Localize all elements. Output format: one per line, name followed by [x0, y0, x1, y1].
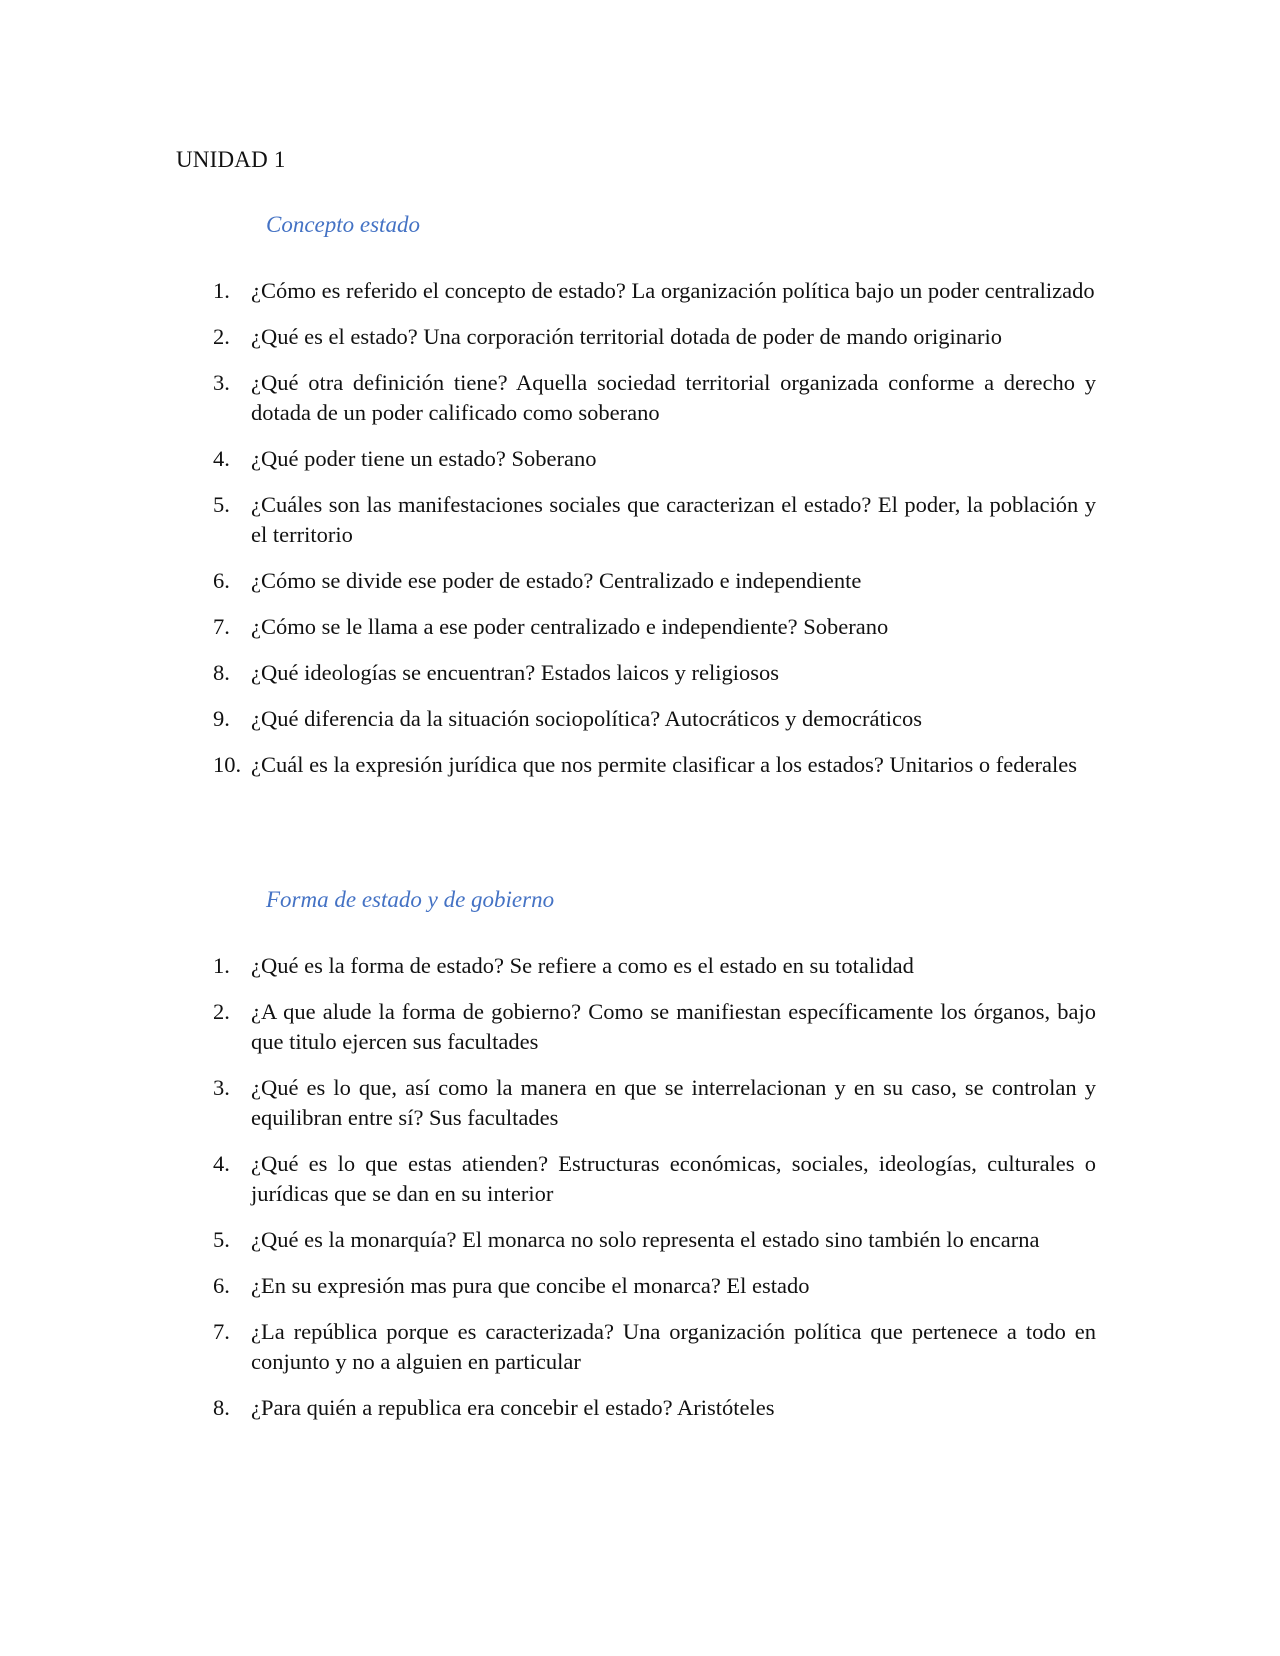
- list-item: [176, 1073, 1096, 1133]
- item-number: 6.: [213, 568, 230, 593]
- list-item: [176, 490, 1096, 550]
- list-item: [176, 368, 1096, 428]
- item-text: ¿Qué es el estado? Una corporación territorial dotada de poder de mando originario: [251, 324, 1002, 349]
- item-number: 8.: [213, 660, 230, 685]
- list-item: [176, 1225, 1096, 1255]
- item-number: 6.: [213, 1273, 230, 1298]
- list-item: [176, 1149, 1096, 1209]
- item-text: ¿Qué poder tiene un estado? Soberano: [251, 446, 597, 471]
- list-item: [176, 276, 1096, 306]
- list-item: [176, 1393, 1096, 1423]
- question-list-forma-estado: [176, 951, 1096, 1439]
- item-text: ¿Cómo se divide ese poder de estado? Centralizado e independiente: [251, 568, 862, 593]
- list-item: [176, 322, 1096, 352]
- item-text: ¿Qué diferencia da la situación sociopolítica? Autocráticos y democráticos: [251, 706, 922, 731]
- item-number: 5.: [213, 492, 230, 517]
- list-item: [176, 1271, 1096, 1301]
- list-item: [176, 566, 1096, 596]
- item-text: ¿Qué otra definición tiene? Aquella sociedad territorial organizada conforme a derecho y dotada de un poder calificado como soberano: [251, 370, 1096, 425]
- unit-title: UNIDAD 1: [176, 147, 286, 172]
- item-text: ¿Cuáles son las manifestaciones sociales que caracterizan el estado? El poder, la población y el territorio: [251, 492, 1096, 547]
- list-item: [176, 951, 1096, 981]
- item-text: ¿La república porque es caracterizada? Una organización política que pertenece a todo en conjunto y no a alguien en particular: [251, 1319, 1096, 1374]
- item-number: 5.: [213, 1227, 230, 1252]
- item-text: ¿Cómo se le llama a ese poder centralizado e independiente? Soberano: [251, 614, 889, 639]
- item-text: ¿En su expresión mas pura que concibe el monarca? El estado: [251, 1273, 810, 1298]
- item-text: ¿Qué es la monarquía? El monarca no solo representa el estado sino también lo encarna: [251, 1227, 1040, 1252]
- item-number: 2.: [213, 324, 230, 349]
- item-text: ¿Qué es lo que estas atienden? Estructuras económicas, sociales, ideologías, culturales o jurídicas que se dan en su interior: [251, 1151, 1096, 1206]
- item-number: 8.: [213, 1395, 230, 1420]
- item-number: 2.: [213, 999, 230, 1024]
- item-text: ¿Cuál es la expresión jurídica que nos permite clasificar a los estados? Unitarios o federales: [251, 752, 1077, 777]
- item-number: 10.: [213, 752, 242, 777]
- item-text: ¿Para quién a republica era concebir el estado? Aristóteles: [251, 1395, 775, 1420]
- list-item: [176, 1317, 1096, 1377]
- item-number: 7.: [213, 614, 230, 639]
- section-heading-forma-estado-gobierno: Forma de estado y de gobierno: [266, 887, 555, 912]
- section-heading-concepto-estado: Concepto estado: [266, 212, 420, 237]
- item-text: ¿Qué es lo que, así como la manera en que se interrelacionan y en su caso, se controlan y equilibran entre sí? Sus facultades: [251, 1075, 1096, 1130]
- item-text: ¿Qué es la forma de estado? Se refiere a como es el estado en su totalidad: [251, 953, 914, 978]
- item-number: 3.: [213, 370, 230, 395]
- question-list-concepto-estado: [176, 276, 1096, 796]
- item-text: ¿Cómo es referido el concepto de estado? La organización política bajo un poder centralizado: [251, 278, 1095, 303]
- list-item: [176, 658, 1096, 688]
- list-item: [176, 997, 1096, 1057]
- item-number: 1.: [213, 953, 230, 978]
- list-item: [176, 704, 1096, 734]
- item-number: 9.: [213, 706, 230, 731]
- item-number: 7.: [213, 1319, 230, 1344]
- item-text: ¿A que alude la forma de gobierno? Como se manifiestan específicamente los órganos, bajo que titulo ejercen sus facultades: [251, 999, 1096, 1054]
- item-number: 4.: [213, 446, 230, 471]
- item-number: 4.: [213, 1151, 230, 1176]
- item-number: 1.: [213, 278, 230, 303]
- list-item: [176, 750, 1096, 780]
- list-item: [176, 612, 1096, 642]
- list-item: [176, 444, 1096, 474]
- item-text: ¿Qué ideologías se encuentran? Estados laicos y religiosos: [251, 660, 779, 685]
- item-number: 3.: [213, 1075, 230, 1100]
